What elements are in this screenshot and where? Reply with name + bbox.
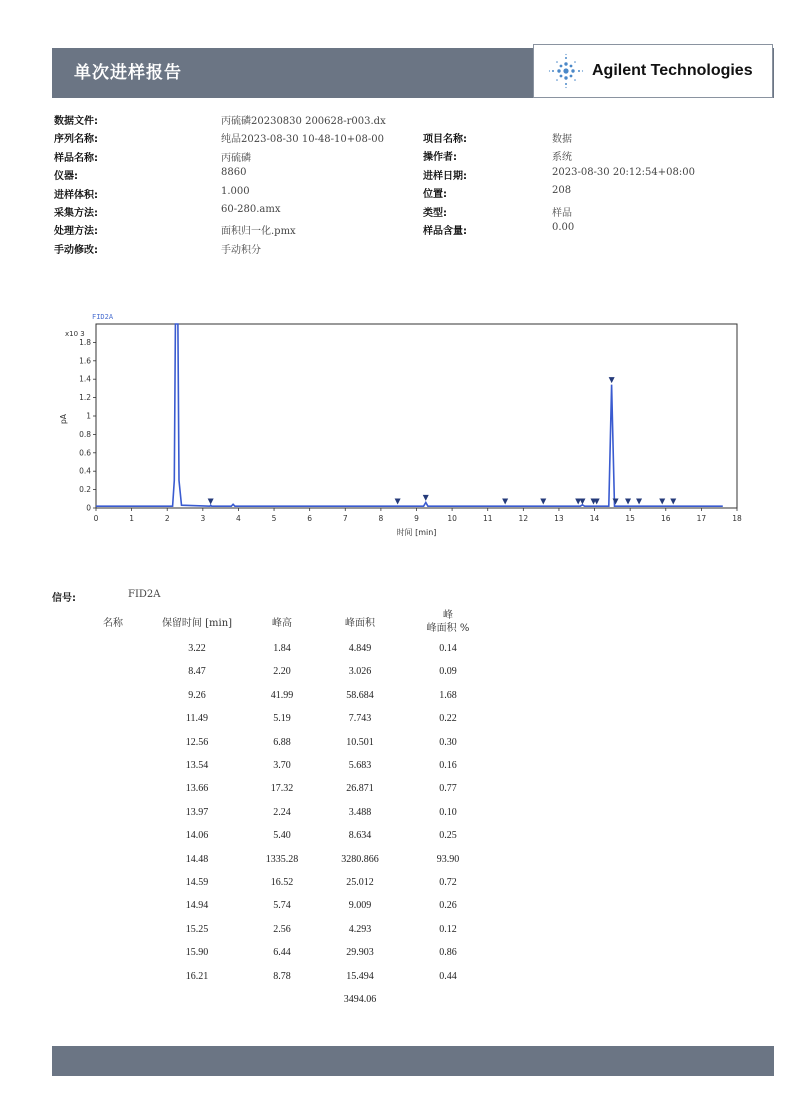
cell-peak-height: 3.70: [273, 760, 291, 771]
cell-peak-area: 8.634: [348, 830, 372, 842]
cell-peak-height: 1.84: [273, 643, 291, 654]
cell-retention-time: 14.06: [185, 830, 209, 842]
peak-marker: [502, 499, 508, 505]
meta-left-value: 纯品2023-08-30 10-48-10+08-00: [221, 134, 384, 146]
cell-peak-area: 10.501: [346, 736, 374, 748]
cell-peak-height: 5.40: [273, 830, 291, 842]
meta-left-value: 手动积分: [221, 244, 261, 256]
x-tick-label: 6: [307, 514, 313, 523]
cell-peak-area: 15.494: [346, 970, 374, 982]
cell-peak-area: 3.488: [348, 806, 372, 818]
cell-retention-time: 13.54: [185, 760, 209, 771]
cell-retention-time: 13.97: [185, 806, 209, 818]
meta-left-value: 丙硫磷20230830 200628-r003.dx: [221, 116, 386, 127]
cell-peak-height: 16.52: [270, 877, 294, 888]
meta-left-label: 样品名称:: [54, 152, 98, 164]
cell-area-pct: 0.86: [439, 947, 457, 959]
cell-retention-time: 15.90: [185, 947, 209, 959]
cell-peak-area: 3.026: [348, 666, 372, 678]
cell-area-pct: 0.72: [439, 877, 457, 888]
col-header-area-pct: 峰面积 %: [426, 623, 470, 634]
peak-marker: [670, 499, 676, 505]
cell-retention-time: 14.59: [185, 877, 209, 888]
cell-retention-time: 3.22: [188, 643, 206, 654]
meta-left-value: 8860: [221, 167, 247, 179]
y-tick-label: 0.2: [79, 485, 91, 495]
peak-marker: [423, 495, 429, 501]
cell-area-pct: 0.30: [439, 736, 457, 748]
cell-peak-area: 5.683: [348, 760, 372, 771]
col-header-area: 峰面积: [345, 618, 375, 629]
peak-marker: [625, 499, 631, 505]
cell-peak-height: 2.56: [273, 923, 291, 935]
cell-retention-time: 14.94: [185, 900, 209, 912]
chart-title: FID2A: [92, 313, 114, 321]
cell-peak-area: 9.009: [348, 900, 372, 912]
meta-left-label: 处理方法:: [54, 226, 98, 238]
cell-peak-height: 2.24: [273, 806, 291, 818]
col-header-peak: 峰: [443, 610, 453, 621]
cell-area-pct: 93.90: [436, 853, 460, 865]
meta-right-value: 样品: [552, 207, 572, 219]
cell-peak-height: 17.32: [270, 783, 294, 795]
cell-peak-height: 5.74: [273, 900, 291, 912]
cell-area-pct: 0.12: [439, 923, 457, 935]
meta-left-label: 采集方法:: [54, 208, 98, 219]
meta-left-value: 面积归一化.pmx: [221, 226, 296, 238]
meta-right-label: 操作者:: [423, 152, 457, 164]
cell-retention-time: 13.66: [185, 783, 209, 795]
y-tick-label: 0.4: [79, 466, 91, 476]
cell-retention-time: 16.21: [185, 970, 209, 982]
total-area: 3494.06: [343, 994, 377, 1005]
x-tick-label: 3: [200, 514, 206, 523]
x-tick-label: 0: [93, 514, 99, 523]
peak-marker: [395, 499, 401, 505]
cell-area-pct: 1.68: [439, 689, 457, 701]
cell-peak-area: 4.293: [348, 923, 372, 935]
x-tick-label: 12: [518, 514, 529, 523]
y-tick-label: 0.8: [79, 429, 91, 439]
chromatogram-trace: [96, 324, 723, 506]
cell-area-pct: 0.10: [439, 806, 457, 818]
x-tick-label: 8: [378, 514, 384, 523]
meta-left-value: 60-280.amx: [221, 204, 281, 215]
x-tick-label: 5: [271, 514, 277, 523]
meta-right-value: 208: [552, 185, 572, 197]
meta-right-value: 数据: [552, 134, 572, 145]
x-tick-label: 14: [589, 514, 600, 523]
x-tick-label: 18: [732, 514, 742, 523]
cell-area-pct: 0.77: [439, 783, 457, 795]
report-title: 单次进样报告: [74, 63, 182, 83]
cell-peak-height: 8.78: [273, 970, 291, 982]
y-tick-label: 1.2: [79, 393, 91, 403]
cell-area-pct: 0.09: [439, 666, 457, 678]
peak-marker: [659, 499, 665, 505]
col-header-height: 峰高: [272, 618, 292, 629]
meta-left-value: 丙硫磷: [221, 152, 251, 164]
y-tick-label: 0: [86, 503, 91, 513]
meta-right-label: 类型:: [423, 207, 447, 219]
cell-retention-time: 15.25: [185, 923, 209, 935]
x-tick-label: 13: [554, 514, 564, 523]
cell-peak-area: 3280.866: [341, 853, 379, 865]
signal-value: FID2A: [128, 589, 161, 600]
cell-peak-height: 5.19: [273, 713, 291, 725]
cell-peak-area: 7.743: [348, 713, 372, 725]
meta-right-label: 位置:: [423, 189, 447, 201]
cell-peak-height: 41.99: [270, 689, 294, 701]
y-multiplier: x10 3: [65, 330, 85, 338]
col-header-name: 名称: [103, 618, 123, 629]
meta-left-label: 进样体积:: [54, 189, 98, 201]
meta-right-value: 系统: [552, 152, 572, 164]
signal-label: 信号:: [52, 593, 76, 604]
x-tick-label: 10: [447, 514, 457, 523]
peak-marker: [579, 499, 585, 505]
meta-left-label: 数据文件:: [54, 116, 98, 127]
meta-left-label: 序列名称:: [54, 134, 98, 146]
x-tick-label: 16: [661, 514, 671, 523]
cell-peak-height: 1335.28: [265, 853, 299, 865]
cell-retention-time: 14.48: [185, 853, 209, 865]
x-axis-label: 时间 [min]: [396, 528, 437, 537]
cell-peak-area: 29.903: [346, 947, 374, 959]
x-tick-label: 11: [482, 514, 493, 523]
x-tick-label: 4: [236, 514, 241, 523]
agilent-spark-icon: [548, 53, 584, 89]
cell-peak-height: 2.20: [273, 666, 291, 678]
report-footer-bar: [52, 1046, 774, 1076]
cell-area-pct: 0.26: [439, 900, 457, 912]
cell-retention-time: 11.49: [185, 713, 209, 725]
chromatogram-chart: [52, 305, 752, 545]
x-tick-label: 15: [625, 514, 635, 523]
peak-marker: [636, 499, 642, 505]
meta-right-label: 进样日期:: [423, 170, 467, 182]
cell-peak-area: 26.871: [346, 783, 374, 795]
col-header-retention: 保留时间 [min]: [161, 618, 233, 629]
peak-marker: [208, 499, 214, 505]
x-tick-label: 2: [164, 514, 170, 523]
cell-peak-area: 58.684: [346, 689, 374, 701]
cell-retention-time: 12.56: [185, 736, 209, 748]
cell-peak-area: 25.012: [346, 877, 374, 888]
cell-area-pct: 0.44: [439, 970, 457, 982]
cell-area-pct: 0.14: [439, 643, 457, 654]
meta-left-value: 1.000: [221, 185, 250, 197]
plot-frame: [96, 324, 737, 508]
cell-peak-height: 6.44: [273, 947, 291, 959]
cell-retention-time: 8.47: [188, 666, 206, 678]
x-tick-label: 1: [129, 514, 135, 523]
meta-left-label: 仪器:: [54, 171, 78, 183]
meta-left-label: 手动修改:: [54, 244, 98, 256]
cell-area-pct: 0.25: [439, 830, 457, 842]
x-tick-label: 7: [342, 514, 348, 523]
cell-retention-time: 9.26: [188, 689, 206, 701]
x-tick-label: 17: [696, 514, 707, 523]
peak-marker: [540, 499, 546, 505]
y-tick-label: 1.4: [79, 374, 91, 384]
meta-right-label: 项目名称:: [423, 134, 467, 145]
y-tick-label: 1: [86, 411, 91, 421]
cell-area-pct: 0.22: [439, 713, 457, 725]
y-tick-label: 1.6: [79, 356, 91, 366]
brand-name: Agilent Technologies: [592, 62, 753, 79]
y-tick-label: 0.6: [79, 448, 91, 458]
peak-marker: [609, 377, 615, 383]
x-tick-label: 9: [414, 514, 419, 523]
meta-right-value: 2023-08-30 20:12:54+08:00: [552, 166, 695, 178]
cell-peak-height: 6.88: [273, 736, 291, 748]
cell-area-pct: 0.16: [439, 760, 457, 771]
meta-right-label: 样品含量:: [423, 226, 467, 237]
signal-row: [52, 589, 161, 604]
y-tick-label: 1.8: [79, 337, 91, 347]
cell-peak-area: 4.849: [348, 643, 372, 654]
chromatogram-svg: [52, 305, 752, 545]
meta-right-value: 0.00: [552, 222, 575, 233]
peak-marker: [613, 499, 619, 505]
y-axis-label: pA: [59, 414, 68, 424]
